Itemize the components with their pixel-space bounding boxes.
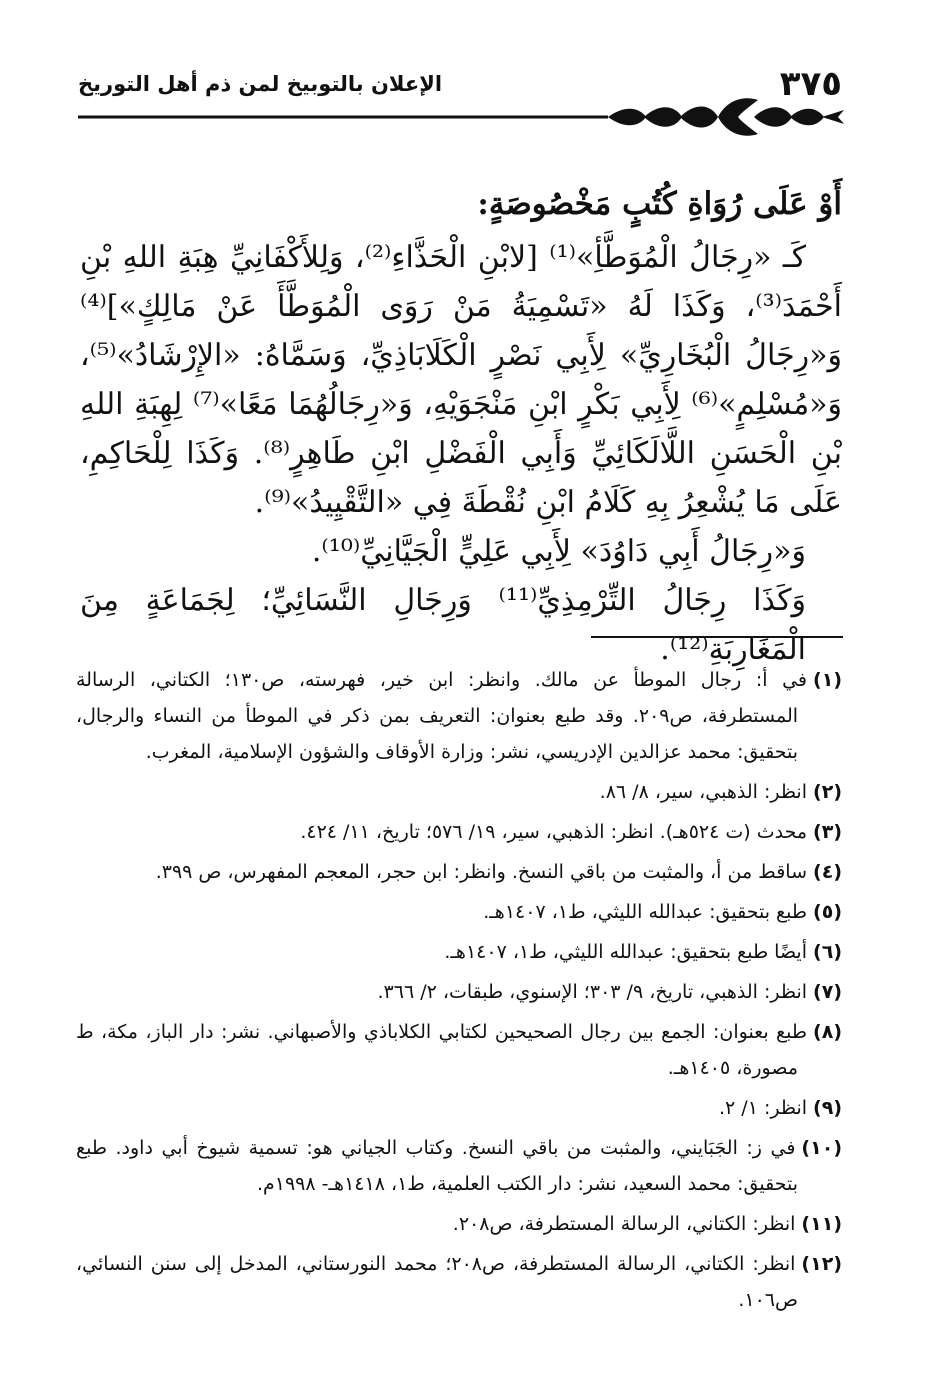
footnote-number: (٥) (813, 901, 842, 923)
footnote-text: في ز: الجَبَايني، والمثبت من باقي النسخ. وكتاب الجياني هو: تسمية شيوخ أبي داود. طبع بتحقيق: محمد السعيد، نشر: دار الكتب العلمية، ط١، ١٤١٨هـ- ١٩٩٨م. (76, 1137, 798, 1195)
footnote (76, 894, 842, 930)
footnote (76, 1246, 842, 1318)
footnote-text: في أ: رجال الموطأ عن مالك. وانظر: ابن خير، فهرسته، ص١٣٠؛ الكتاني، الرسالة المستطرفة، ص٢٠٩. وقد طبع بعنوان: التعريف بمن ذكر في الموطأ من النساء والرجال، بتحقيق: محمد عزالدين الإدريسي، نشر: وزارة الأوقاف والشؤون الإسلامية، المغرب. (76, 669, 808, 763)
page-number: ٣٧٥ (779, 64, 842, 104)
footnote-number: (٨) (813, 1021, 842, 1043)
footnote-number: (٦) (813, 941, 842, 963)
header-rule-ornament (78, 94, 844, 140)
footnote-number: (٣) (813, 821, 842, 843)
footnote-text: انظر: ١/ ٢. (719, 1097, 808, 1119)
footnote-number: (١٢) (801, 1253, 842, 1275)
footnote (76, 1090, 842, 1126)
footnote (76, 934, 842, 970)
main-text (80, 180, 842, 674)
footnote-divider (591, 636, 843, 638)
footnote-number: (١٠) (801, 1137, 842, 1159)
footnote-text: انظر: الذهبي، سير، ٨/ ٨٦. (599, 781, 808, 803)
footnote (76, 1206, 842, 1242)
footnote (76, 854, 842, 890)
running-title: الإعلان بالتوبيخ لمن ذم أهل التوريخ (78, 72, 443, 96)
footnote (76, 1130, 842, 1202)
footnotes (76, 662, 842, 1322)
footnote-number: (٩) (813, 1097, 842, 1119)
footnote (76, 1014, 842, 1086)
footnote-text: طبع بعنوان: الجمع بين رجال الصحيحين لكتابي الكلاباذي والأصبهاني. نشر: دار الباز، مكة، ط مصورة، ١٤٠٥هـ. (76, 1021, 808, 1079)
footnote (76, 814, 842, 850)
footnote-text: أيضًا طبع بتحقيق: عبدالله الليثي، ط١، ١٤٠٧هـ. (444, 941, 808, 963)
footnote (76, 662, 842, 770)
footnote-number: (١١) (801, 1213, 842, 1235)
footnote-text: طبع بتحقيق: عبدالله الليثي، ط١، ١٤٠٧هـ. (483, 901, 808, 923)
footnote (76, 974, 842, 1010)
main-line-tirmidhi: وَكَذَا رِجَالُ التِّرْمِذِيِّ⁽¹¹⁾ وَرِجَالِ النَّسَائِيِّ؛ لِجَمَاعَةٍ مِنَ الْمَغَارِبَةِ⁽¹²⁾. (80, 583, 806, 667)
footnote-number: (١) (813, 669, 842, 691)
footnote-number: (٢) (813, 781, 842, 803)
footnote-number: (٧) (813, 981, 842, 1003)
footnote-text: انظر: الذهبي، تاريخ، ٩/ ٣٠٣؛ الإسنوي، طبقات، ٢/ ٣٦٦. (377, 981, 808, 1003)
footnote-text: انظر: الكتاني، الرسالة المستطرفة، ص٢٠٨؛ محمد النورستاني، المدخل إلى سنن النسائي، ص١٠٦. (76, 1253, 798, 1311)
footnote-text: انظر: الكتاني، الرسالة المستطرفة، ص٢٠٨. (452, 1213, 796, 1235)
footnote-text: ساقط من أ، والمثبت من باقي النسخ. وانظر: ابن حجر، المعجم المفهرس، ص ٣٩٩. (155, 861, 808, 883)
footnote (76, 774, 842, 810)
main-line-abu-dawud: وَ«رِجَالُ أَبِي دَاوُدَ» لِأَبِي عَلِيٍّ الْجَيَّانِيِّ⁽¹⁰⁾. (311, 534, 806, 569)
section-heading: أَوْ عَلَى رُوَاةِ كُتُبٍ مَخْصُوصَةٍ: (477, 186, 842, 222)
footnote-number: (٤) (813, 861, 842, 883)
main-paragraph: كَـ «رِجَالُ الْمُوَطَّأِ»⁽¹⁾ [لابْنِ الْحَذَّاءِ⁽²⁾، وَلِلأَكْفَانِيِّ هِبَةِ اللهِ بْنِ أَحْمَدَ⁽³⁾، وَكَذَا لَهُ «تَسْمِيَةُ مَنْ رَوَى الْمُوَطَّأَ عَنْ مَالِكٍ»]⁽⁴⁾ وَ«رِجَالُ الْبُخَارِيِّ» لِأَبِي نَصْرٍ الْكَلَابَاذِيِّ، وَسَمَّاهُ: «الإِرْشَادُ»⁽⁵⁾، وَ«مُسْلِمٍ»⁽⁶⁾ لِأَبِي بَكْرٍ ابْنِ مَنْجَوَيْهِ، وَ«رِجَالُهُمَا مَعًا»⁽⁷⁾ لِهِبَةِ اللهِ بْنِ الْحَسَنِ اللَّالَكَائِيِّ وَأَبِي الْفَضْلِ ابْنِ طَاهِرٍ⁽⁸⁾. وَكَذَا لِلْحَاكِمِ، عَلَى مَا يُشْعِرُ بِهِ كَلَامُ ابْنِ نُقْطَةَ فِي «التَّقْيِيدُ»⁽⁹⁾. (80, 240, 842, 520)
footnote-text: محدث (ت ٥٢٤هـ). انظر: الذهبي، سير، ١٩/ ٥٧٦؛ تاريخ، ١١/ ٤٢٤. (300, 821, 808, 843)
